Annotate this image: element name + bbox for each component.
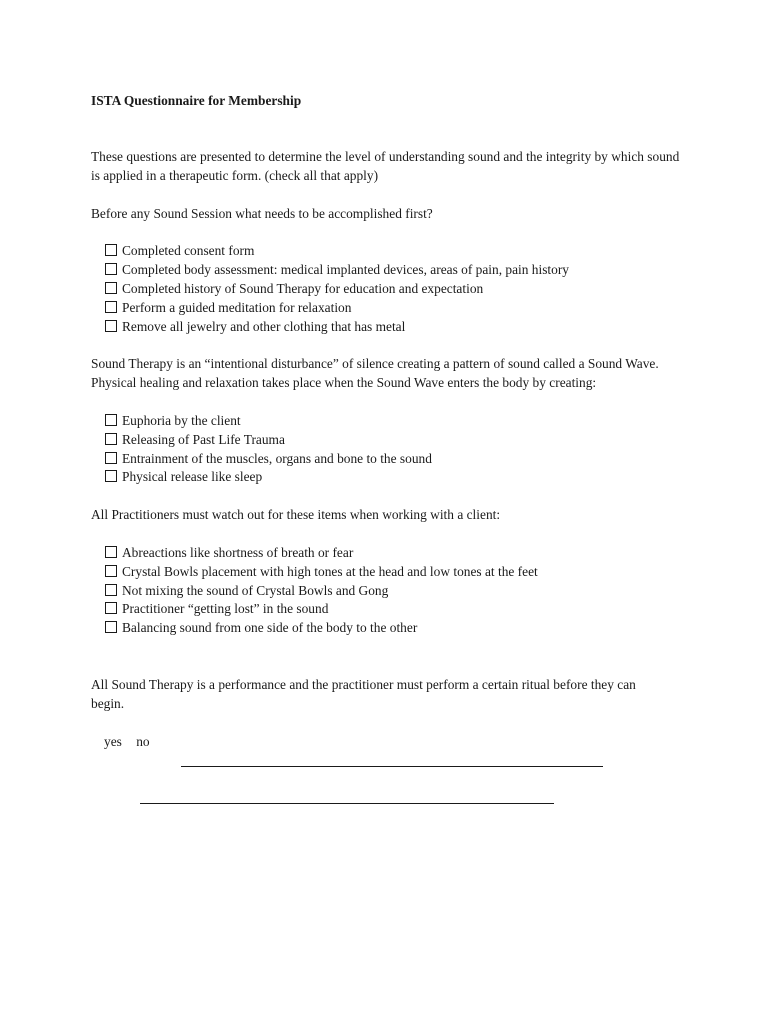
checkbox-icon[interactable] xyxy=(105,565,117,577)
question-2-line-2: Physical healing and relaxation takes place when the Sound Wave enters the body by creating: xyxy=(91,375,597,391)
checkbox-option[interactable] xyxy=(105,318,691,337)
question-3-text: All Practitioners must watch out for these items when working with a client: xyxy=(91,507,501,523)
yes-option[interactable]: yes xyxy=(104,733,122,749)
checkbox-icon[interactable] xyxy=(105,621,117,633)
checkbox-icon[interactable] xyxy=(105,414,117,426)
intro-paragraph: These questions are presented to determine the level of understanding sound and the integrity by which sound is applied in a therapeutic form. (check all that apply) xyxy=(91,149,680,183)
question-2-line-1: Sound Therapy is an “intentional disturbance” of silence creating a pattern of sound called a Sound Wave. xyxy=(91,356,659,372)
checkbox-icon[interactable] xyxy=(105,263,117,275)
question-4-line-1: All Sound Therapy is a performance and the practitioner must perform a certain ritual before they can xyxy=(91,676,636,692)
document-page xyxy=(91,92,691,752)
option-label: Balancing sound from one side of the body to the other xyxy=(122,620,418,636)
checkbox-option[interactable] xyxy=(105,261,691,280)
option-label: Euphoria by the client xyxy=(122,412,241,428)
checkbox-icon[interactable] xyxy=(105,452,117,464)
checkbox-option[interactable] xyxy=(105,582,691,601)
yes-no-answer xyxy=(104,733,691,752)
checkbox-option[interactable] xyxy=(105,299,691,318)
checkbox-option[interactable] xyxy=(105,280,691,299)
checkbox-option[interactable] xyxy=(105,242,691,261)
checkbox-option[interactable] xyxy=(105,563,691,582)
option-label: Perform a guided meditation for relaxation xyxy=(122,299,352,315)
question-2-options xyxy=(105,412,691,487)
checkbox-option[interactable] xyxy=(105,600,691,619)
option-label: Practitioner “getting lost” in the sound xyxy=(122,601,329,617)
checkbox-icon[interactable] xyxy=(105,433,117,445)
answer-underline[interactable] xyxy=(140,803,554,804)
checkbox-option[interactable] xyxy=(105,544,691,563)
checkbox-icon[interactable] xyxy=(105,244,117,256)
question-4-line-2: begin. xyxy=(91,695,125,711)
checkbox-icon[interactable] xyxy=(105,320,117,332)
option-label: Completed consent form xyxy=(122,243,255,259)
checkbox-option[interactable] xyxy=(105,468,691,487)
option-label: Crystal Bowls placement with high tones at the head and low tones at the feet xyxy=(122,563,538,579)
question-4-text xyxy=(91,676,691,714)
option-label: Completed history of Sound Therapy for education and expectation xyxy=(122,280,484,296)
option-label: Abreactions like shortness of breath or fear xyxy=(122,544,354,560)
document-title: ISTA Questionnaire for Membership xyxy=(91,93,302,108)
checkbox-icon[interactable] xyxy=(105,602,117,614)
no-option[interactable]: no xyxy=(136,733,150,749)
question-1-options xyxy=(105,242,691,336)
option-label: Physical release like sleep xyxy=(122,469,263,485)
checkbox-option[interactable] xyxy=(105,431,691,450)
option-label: Remove all jewelry and other clothing that has metal xyxy=(122,318,406,334)
option-label: Completed body assessment: medical implanted devices, areas of pain, pain history xyxy=(122,262,569,278)
option-label: Entrainment of the muscles, organs and bone to the sound xyxy=(122,450,432,466)
checkbox-icon[interactable] xyxy=(105,584,117,596)
checkbox-icon[interactable] xyxy=(105,546,117,558)
option-label: Not mixing the sound of Crystal Bowls and Gong xyxy=(122,582,389,598)
checkbox-option[interactable] xyxy=(105,619,691,638)
checkbox-icon[interactable] xyxy=(105,301,117,313)
checkbox-icon[interactable] xyxy=(105,282,117,294)
checkbox-icon[interactable] xyxy=(105,470,117,482)
checkbox-option[interactable] xyxy=(105,412,691,431)
checkbox-option[interactable] xyxy=(105,450,691,469)
question-2-text xyxy=(91,355,691,393)
question-3-options xyxy=(105,544,691,638)
question-1-text: Before any Sound Session what needs to be accomplished first? xyxy=(91,205,433,221)
option-label: Releasing of Past Life Trauma xyxy=(122,431,285,447)
answer-underline[interactable] xyxy=(181,766,603,767)
